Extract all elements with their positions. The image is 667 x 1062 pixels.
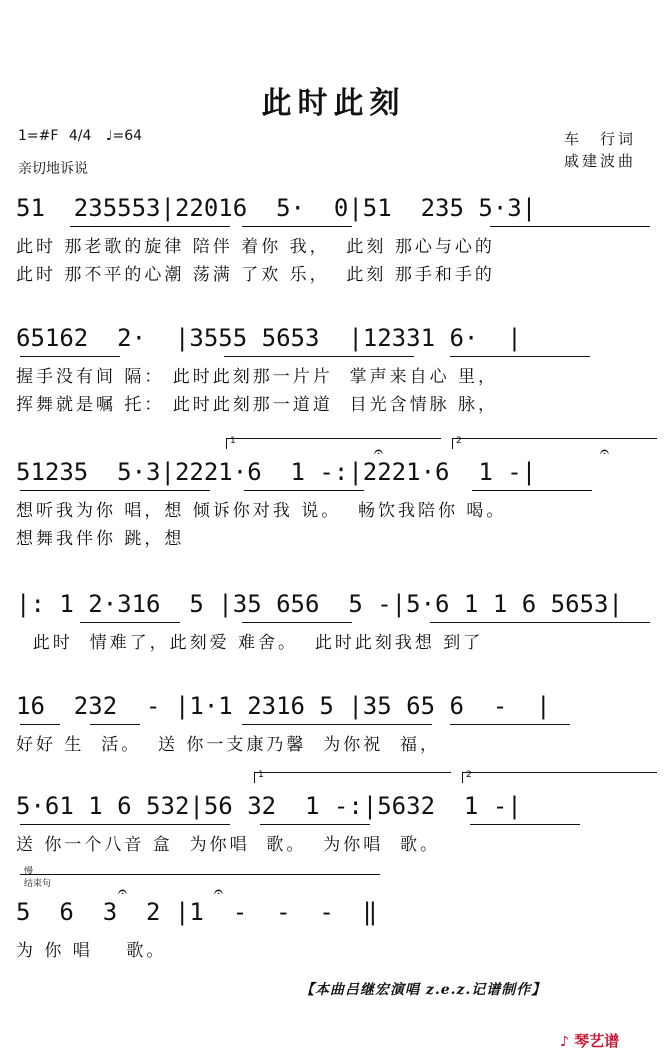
- lyricist-credit: 车 行词: [564, 130, 637, 148]
- notes-line: 5·61 1 6 532|56 32 1 -:|5632 1 -|: [16, 792, 522, 820]
- lyric-verse-1: 为 你 唱 歌。: [16, 941, 167, 961]
- notes-line: 51235 5·3|2221·6 1 -:|2221·6 1 -|: [16, 458, 537, 486]
- lyric-verse-1: 握手没有间 隔： 此时此刻那一片片 掌声来自心 里，: [16, 367, 499, 387]
- notes-line: 65162 2· |3555 5653 |12331 6· |: [16, 324, 522, 352]
- footer-credit: 【本曲吕继宏演唱 z.e.z.记谱制作】: [300, 982, 547, 998]
- key-label: 1=#F: [18, 128, 59, 144]
- lyric-verse-1: 送 你一个八音 盒 为你唱 歌。 为你唱 歌。: [16, 835, 441, 855]
- fermata-icon: 𝄐: [118, 882, 127, 901]
- lyric-verse-2: 此时 那不平的心潮 荡满 了欢 乐， 此刻 那手和手的: [16, 265, 495, 285]
- lyric-verse-1: 好好 生 活。 送 你一支康乃馨 为你祝 福，: [16, 735, 441, 755]
- song-title: 此时此刻: [261, 86, 406, 121]
- expression-mark: 亲切地诉说: [18, 161, 88, 177]
- lyric-verse-2: 挥舞就是嘱 托： 此时此刻那一道道 目光含情脉 脉，: [16, 395, 499, 415]
- score-row-1: [10, 188, 660, 316]
- notes-line: 16 232 - |1·1 2316 5 |35 65 6 - |: [16, 692, 551, 720]
- key-signature: [18, 128, 142, 144]
- lyric-verse-2: 想舞我伴你 跳，想: [16, 529, 185, 549]
- notes-line: |: 1 2·316 5 |35 656 5 -|5·6 1 1 6 5653|: [16, 590, 623, 618]
- notes-line: 51 235553|22016 5· 0|51 235 5·3|: [16, 194, 537, 222]
- score-row-3: [10, 436, 660, 580]
- volta-1-marker: 1: [230, 436, 236, 446]
- logo-icon: ♪: [560, 1034, 569, 1050]
- lyric-verse-1: 此时 情难了，此刻爱 难舍。 此时此刻我想 到了: [16, 633, 484, 653]
- volta-2-marker: 2: [466, 770, 472, 780]
- volta-2-marker: 2: [456, 436, 462, 446]
- notes-line: 5 6 3 2 |1 - - - ‖: [16, 898, 378, 926]
- fermata-icon: 𝄐: [214, 882, 223, 901]
- ending-marker: 结束句: [24, 879, 52, 889]
- score-row-2: [10, 318, 660, 446]
- composer-credit: 戚建波曲: [564, 152, 637, 170]
- volta-1-marker: 1: [258, 770, 264, 780]
- site-logo: [560, 1030, 619, 1051]
- slow-marker: 慢: [24, 867, 34, 877]
- time-signature: 4/4: [68, 128, 92, 144]
- lyric-verse-1: 此时 那老歌的旋律 陪伴 着你 我， 此刻 那心与心的: [16, 237, 495, 257]
- lyric-verse-1: 想听我为你 唱，想 倾诉你对我 说。 畅饮我陪你 喝。: [16, 501, 507, 521]
- tempo-mark: ♩=64: [105, 128, 143, 144]
- fermata-icon: 𝄐: [374, 442, 383, 461]
- fermata-icon: 𝄐: [600, 442, 609, 461]
- logo-text: 琴艺谱: [574, 1032, 620, 1050]
